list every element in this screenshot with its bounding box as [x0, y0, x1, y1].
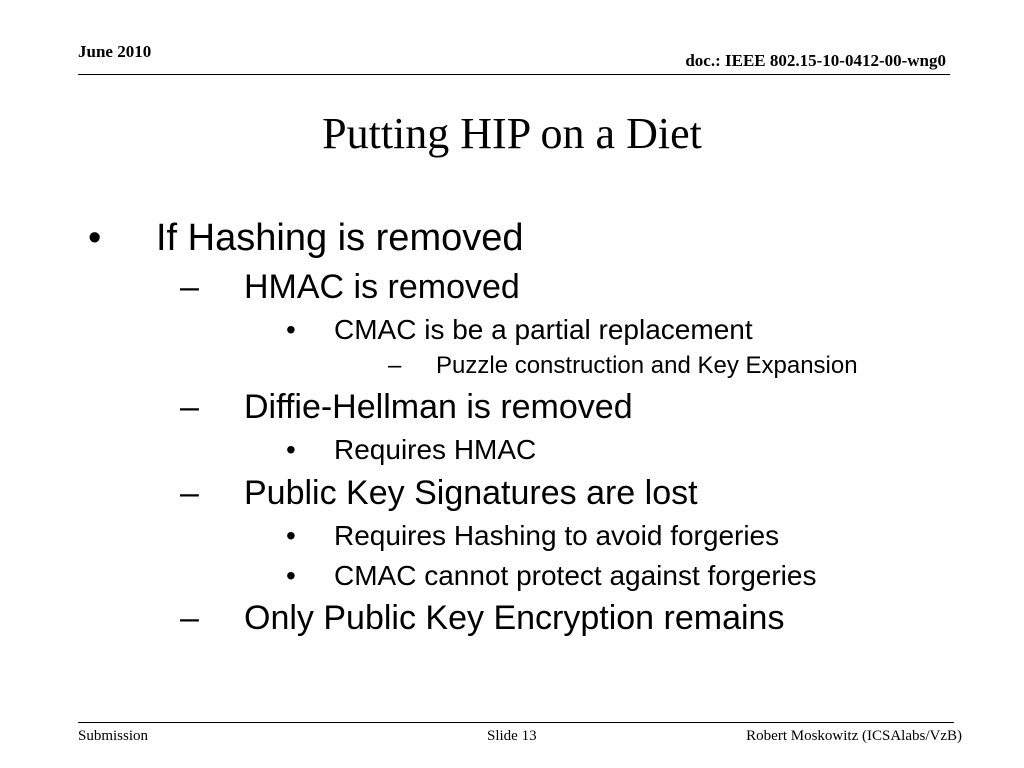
bullet-item-level-2	[180, 474, 698, 512]
bullet-text: Diffie-Hellman is removed	[244, 388, 633, 426]
bullet-item-level-3	[286, 434, 537, 465]
bullet-text: Requires HMAC	[334, 434, 537, 465]
bullet-item-level-4	[388, 352, 858, 379]
bullet-item-level-2	[180, 388, 633, 426]
bullet-marker: •	[286, 434, 296, 465]
bullet-marker: •	[286, 560, 296, 591]
bullet-marker: •	[286, 520, 296, 551]
bullet-item-level-1	[88, 217, 524, 259]
bullet-text: Public Key Signatures are lost	[244, 474, 698, 512]
footer-divider	[78, 722, 954, 723]
footer-slide-number: Slide 13	[487, 728, 537, 744]
bullet-item-level-3	[286, 314, 753, 345]
dash-marker: –	[388, 352, 402, 379]
bullet-text: HMAC is removed	[244, 268, 520, 306]
dash-marker: –	[180, 388, 199, 426]
bullet-marker: •	[286, 314, 296, 345]
bullet-text: CMAC is be a partial replacement	[334, 314, 753, 345]
bullet-text: Only Public Key Encryption remains	[244, 599, 785, 637]
bullet-text: Requires Hashing to avoid forgeries	[334, 520, 780, 551]
bullet-marker: •	[88, 217, 102, 259]
dash-marker: –	[180, 474, 199, 512]
footer-author: Robert Moskowitz (ICSAlabs/VzB)	[746, 728, 962, 744]
footer-submission: Submission	[78, 728, 149, 744]
bullet-text: Puzzle construction and Key Expansion	[436, 352, 858, 379]
dash-marker: –	[180, 268, 199, 306]
bullet-text: CMAC cannot protect against forgeries	[334, 560, 817, 591]
bullet-item-level-2	[180, 599, 785, 637]
header-date: June 2010	[78, 42, 152, 61]
bullet-item-level-2	[180, 268, 520, 306]
dash-marker: –	[180, 599, 199, 637]
bullet-item-level-3	[286, 520, 780, 551]
header-doc-id: doc.: IEEE 802.15-10-0412-00-wng0	[685, 51, 946, 70]
bullet-text: If Hashing is removed	[156, 217, 524, 259]
slide-title: Putting HIP on a Diet	[322, 109, 702, 158]
bullet-item-level-3	[286, 560, 817, 591]
